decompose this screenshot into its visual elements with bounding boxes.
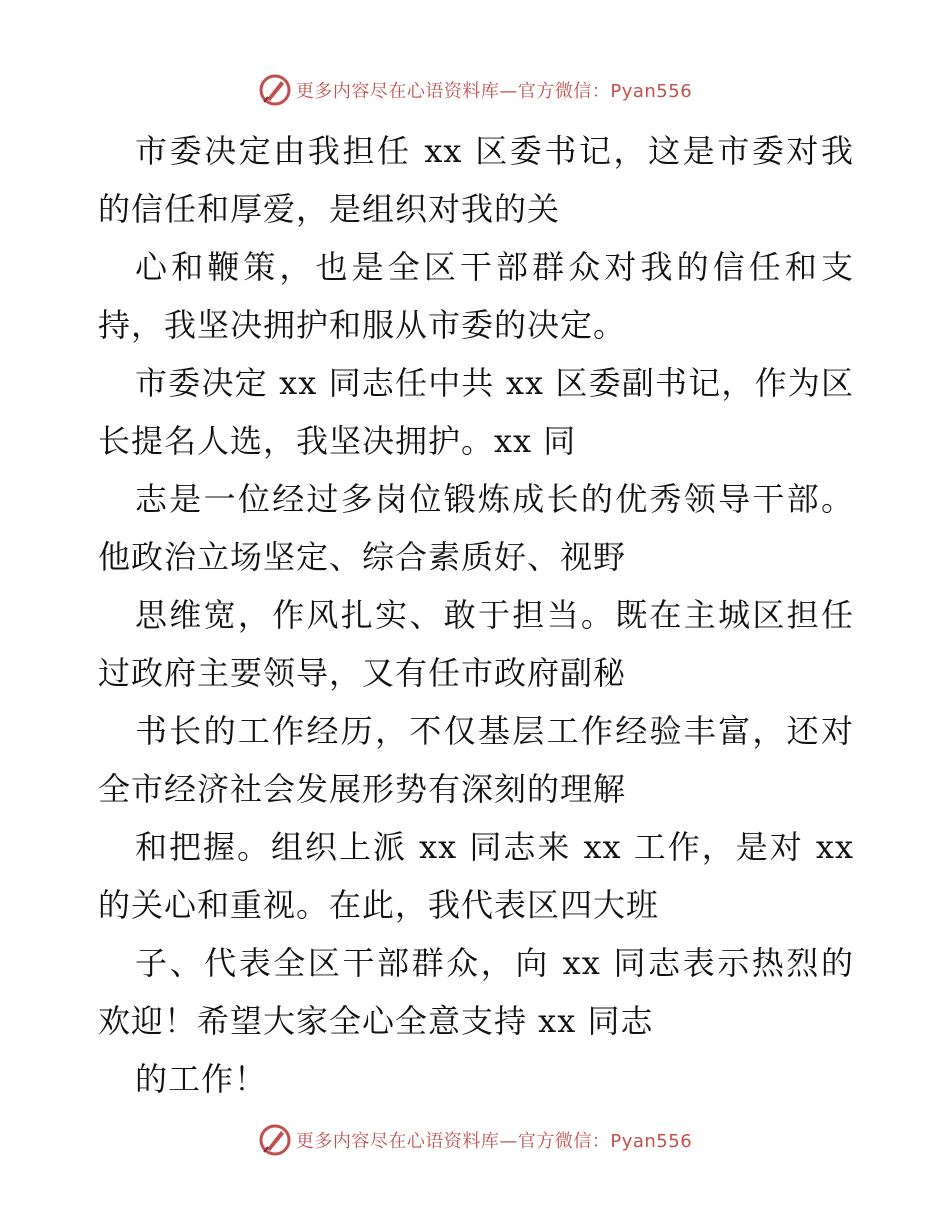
header-banner [0,70,950,110]
paragraph: 和把握。组织上派 xx 同志来 xx 工作，是对 xx 的关心和重视。在此，我代表区四大班 [98,828,854,924]
document-body [98,122,854,1108]
paragraph: 心和鞭策，也是全区干部群众对我的信任和支持，我坚决拥护和服从市委的决定。 [98,248,854,344]
header-banner-text: 更多内容尽在心语资料库—官方微信：Pyan556 [295,81,693,102]
paragraph: 志是一位经过多岗位锻炼成长的优秀领导干部。他政治立场坚定、综合素质好、视野 [98,480,854,576]
paragraph: 市委决定 xx 同志任中共 xx 区委副书记，作为区长提名人选，我坚决拥护。xx 同 [98,364,854,460]
paragraph: 的工作！ [135,1060,268,1098]
footer-banner-text: 更多内容尽在心语资料库—官方微信：Pyan556 [295,1131,693,1152]
paragraph: 市委决定由我担任 xx 区委书记，这是市委对我的信任和厚爱，是组织对我的关 [98,132,854,228]
paragraph: 书长的工作经历，不仅基层工作经验丰富，还对全市经济社会发展形势有深刻的理解 [98,712,854,808]
quill-pen-circle-icon [258,1123,292,1157]
paragraph: 子、代表全区干部群众，向 xx 同志表示热烈的欢迎！希望大家全心全意支持 xx 同志 [98,944,854,1040]
footer-banner [0,1120,950,1160]
paragraph: 思维宽，作风扎实、敢于担当。既在主城区担任过政府主要领导，又有任市政府副秘 [98,596,854,692]
quill-pen-circle-icon [258,73,292,107]
